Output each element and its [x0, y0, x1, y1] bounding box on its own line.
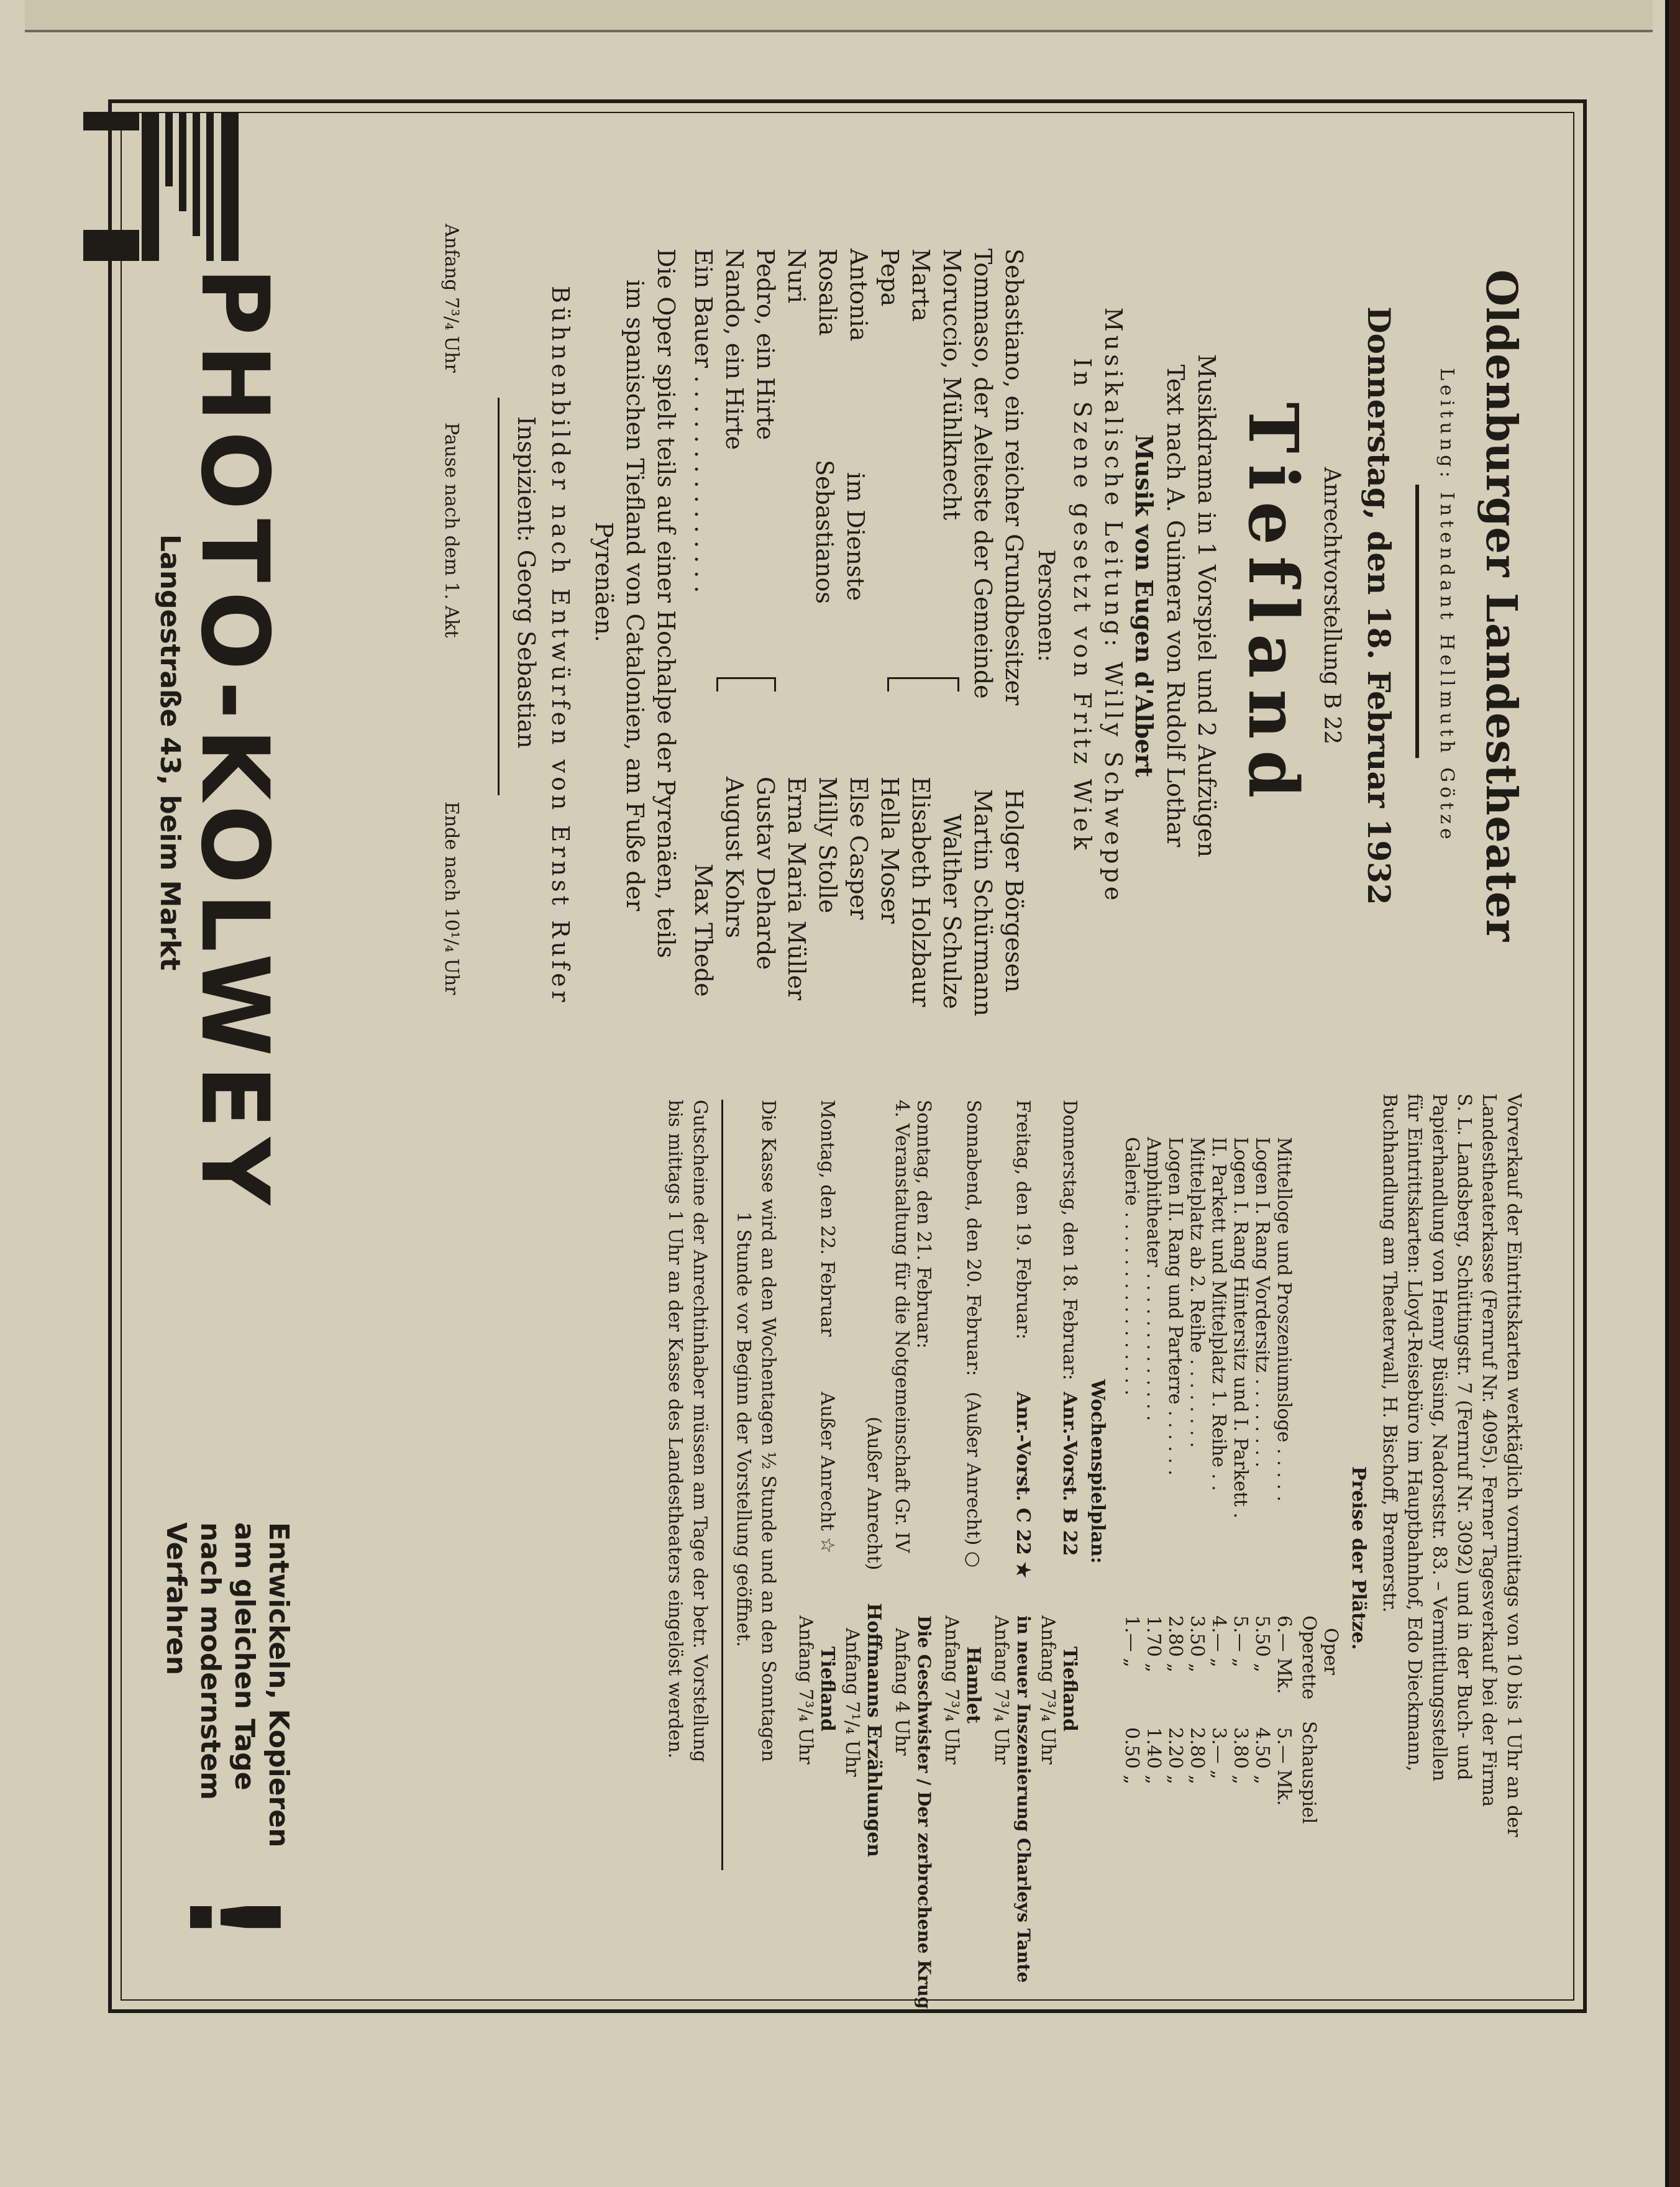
price-col-play: Schauspiel [1298, 1721, 1320, 1824]
setting-line: im spanischen Tiefland von Catalonien, am Fuße der [621, 280, 649, 911]
price-opera: 6.— Mk. [1273, 1615, 1295, 1694]
schedule-time: Anfang 7¹/₄ Uhr [841, 1628, 863, 1777]
box-office-line: Die Kasse wird an den Wochentagen ½ Stunde und an den Sonntagen [757, 1100, 779, 1762]
schedule-play: Tiefland [816, 1646, 838, 1732]
cast-brace-shepherds [716, 677, 776, 692]
schedule-day: Sonntag, den 21. Februar: [913, 1100, 934, 1349]
box-office-line: 1 Stunde vor Beginn der Vorstellung geöffnet. [733, 1212, 754, 1647]
price-play: 3.— „ [1208, 1727, 1230, 1779]
cast-note-2: Sebastianos [811, 460, 838, 604]
price-place: Mittelplatz ab 2. Reihe . . . . . . . . [1186, 1137, 1208, 1448]
price-play: 2.20 „ [1164, 1727, 1186, 1784]
price-col-opera: Oper [1320, 1628, 1341, 1675]
intermission-note: Pause nach dem 1. Akt [441, 422, 462, 638]
price-place: Mittelloge und Proszeniumsloge . . . . . [1273, 1137, 1295, 1502]
cast-actor: Hella Moser [876, 777, 903, 924]
price-place: Logen I. Rang Vordersitz . . . . . . . . [1251, 1137, 1273, 1468]
cast-actor: Walther Schulze [938, 814, 966, 1009]
conductor-line: Musikalische Leitung: Willy Schweppe [1100, 307, 1127, 905]
voucher-line: bis mittags 1 Uhr an der Kasse des Landestheaters eingelöst werden. [664, 1100, 686, 1759]
price-opera: 5.50 „ [1251, 1615, 1273, 1673]
price-play: 5.— Mk. [1273, 1727, 1295, 1806]
schedule-day: Montag, den 22. Februar [816, 1100, 838, 1337]
cast-role: Antonia [845, 249, 872, 342]
stage-design-credit: Bühnenbilder nach Entwürfen von Ernst Rufer [547, 286, 574, 1006]
schedule-info: Anr.-Vorst. C 22 ★ [1012, 1392, 1034, 1579]
presale-line: S. L. Landsberg, Schüttingstr. 7 (Fernruf Nr. 3092) und in der Buch- und [1453, 1094, 1475, 1781]
presale-line: für Eintrittskarten: Lloyd-Reisebüro im Hauptbahnhof, Edo Dieckmann, [1404, 1094, 1425, 1772]
footer-rule [498, 398, 500, 795]
advertiser-name: PHOTO-KOLWEY [180, 267, 288, 1214]
ad-tagline: Entwickeln, Kopieren [263, 1522, 294, 1848]
stage-manager-credit: Inspizient: Georg Sebastian [513, 416, 540, 749]
cast-role: Rosalia [814, 249, 841, 336]
presale-line: Landestheaterkasse (Fernruf Nr. 4095). Ferner Tagesverkauf bei der Firma [1478, 1094, 1500, 1807]
ad-tagline: am gleichen Tage [229, 1522, 260, 1791]
cast-role: Pepa [876, 249, 903, 307]
presale-line: Buchhandlung am Theaterwall, H. Bischoff, Bremerstr. [1379, 1094, 1400, 1613]
schedule-day: Freitag, den 19. Februar: [1012, 1100, 1034, 1340]
cast-note-1: im Dienste [842, 472, 869, 601]
schedule-heading: Wochenspielplan: [1087, 1379, 1108, 1564]
price-place: Logen II. Rang und Parterre . . . . . . [1164, 1137, 1186, 1476]
cast-actor: Martin Schürmann [969, 789, 997, 1016]
cast-role: Tommaso, der Aelteste der Gemeinde [969, 249, 997, 699]
ad-tagline: nach modernstem [194, 1522, 226, 1801]
schedule-info: (Außer Anrecht) [863, 1417, 885, 1571]
cast-actor: Holger Börgesen [1000, 789, 1028, 993]
price-opera: 2.80 „ [1164, 1615, 1186, 1673]
start-time: Anfang 7³/₄ Uhr [441, 224, 462, 373]
cast-actor: August Kohrs [721, 777, 748, 938]
ad-exclamation: ! [160, 1889, 305, 1946]
schedule-time: Anfang 7³/₄ Uhr [990, 1615, 1012, 1765]
cast-role: Sebastiano, ein reicher Grundbesitzer [1000, 249, 1028, 706]
libretto-line: Text nach A. Guimera von Rudolf Lothar [1162, 364, 1189, 847]
cast-actor: Elisabeth Holzbaur [907, 777, 934, 1007]
schedule-play: Hoffmanns Erzählungen [863, 1603, 885, 1857]
price-play: 3.80 „ [1230, 1727, 1251, 1784]
theater-name: Oldenburger Landestheater [1476, 269, 1526, 943]
price-play: 2.80 „ [1186, 1727, 1208, 1784]
photo-kolwey-logo [75, 112, 239, 261]
schedule-info: Anr.-Vorst. B 22 [1059, 1392, 1080, 1556]
cast-role: Nuri [783, 249, 810, 304]
price-play: 0.50 „ [1121, 1727, 1143, 1784]
performance-date: Donnerstag, den 18. Februar 1932 [1361, 306, 1397, 905]
cast-actor: Else Casper [845, 777, 872, 920]
price-opera: 5.— „ [1230, 1615, 1251, 1668]
schedule-time: Anfang 7³/₄ Uhr [941, 1615, 962, 1765]
genre-line: Musikdrama in 1 Vorspiel und 2 Aufzügen [1193, 354, 1220, 857]
price-heading: Preise der Plätze. [1348, 1466, 1369, 1650]
schedule-play: Tiefland [1059, 1646, 1080, 1732]
price-opera: 4.— „ [1208, 1615, 1230, 1668]
price-place: Logen I. Rang Hintersitz und I. Parkett . [1230, 1137, 1251, 1519]
cast-actor: Milly Stolle [814, 777, 841, 913]
price-place: II. Parkett und Mittelplatz 1. Reihe . . [1208, 1137, 1230, 1491]
schedule-day: Sonnabend, den 20. Februar: [962, 1100, 984, 1376]
cast-actor: Max Thede [690, 864, 717, 997]
schedule-info: 4. Veranstaltung für die Notgemeinschaft Gr. IV [891, 1100, 913, 1553]
opera-title: Tiefland [1233, 402, 1313, 810]
cast-actor: Erna Maria Müller [783, 777, 810, 1001]
setting-line: Die Oper spielt teils auf einer Hochalpe der Pyrenäen, teils [652, 249, 680, 959]
price-place: Galerie . . . . . . . . . . . . . . . . [1121, 1137, 1143, 1396]
schedule-play: Hamlet [962, 1646, 984, 1724]
price-opera: 1.70 „ [1143, 1615, 1164, 1673]
cast-brace-servants [887, 677, 959, 692]
cast-role: Moruccio, Mühlknecht [938, 249, 966, 521]
price-play: 4.50 „ [1251, 1727, 1273, 1784]
schedule-day: Donnerstag, den 18. Februar: [1059, 1100, 1080, 1381]
setting-line: Pyrenäen. [590, 522, 618, 642]
schedule-time: Anfang 7³/₄ Uhr [795, 1615, 816, 1765]
presale-line: Papierhandlung von Henny Büsing, Nadorststr. 83. – Vermittlungsstellen [1428, 1094, 1450, 1782]
cast-actor: Gustav Deharde [752, 777, 779, 970]
presale-line: Vorverkauf der Eintrittskarten werktäglich vormittags von 10 bis 1 Uhr an der [1503, 1094, 1525, 1837]
price-col-operetta: Operette [1298, 1615, 1320, 1700]
header-rule [1415, 485, 1419, 758]
schedule-info: Außer Anrecht ☆ [816, 1392, 838, 1554]
director-line: In Szene gesetzt von Fritz Wiek [1069, 358, 1096, 854]
end-time: Ende nach 10¹/₄ Uhr [441, 801, 462, 995]
subscription-label: Anrechtvorstellung B 22 [1319, 467, 1344, 745]
voucher-line: Gutscheine der Anrechtinhaber müssen am Tage der betr. Vorstellung [689, 1100, 711, 1763]
schedule-time: Anfang 4 Uhr [891, 1628, 913, 1756]
ad-tagline: Verfahren [160, 1522, 192, 1676]
composer-line: Musik von Eugen d'Albert [1130, 434, 1158, 777]
cast-role: Ein Bauer . . . . . . . . . . . . . . . [690, 249, 717, 593]
persons-heading: Personen: [1033, 549, 1059, 662]
schedule-play: Die Geschwister / Der zerbrochene Krug [914, 1615, 934, 2009]
price-opera: 1.— „ [1121, 1615, 1143, 1668]
schedule-time: Anfang 7³/₄ Uhr [1037, 1615, 1059, 1765]
advertiser-address: Langestraße 43, beim Markt [154, 534, 186, 971]
cast-role: Nando, ein Hirte [721, 249, 748, 450]
cast-role: Marta [907, 249, 934, 322]
price-place: Amphitheater . . . . . . . . . . . . . [1143, 1137, 1164, 1422]
schedule-info: (Außer Anrecht) ○ [962, 1392, 984, 1568]
voucher-rule [721, 1100, 723, 1870]
cast-role: Pedro, ein Hirte [752, 249, 779, 441]
schedule-play: in neuer Inszenierung Charleys Tante [1013, 1615, 1034, 1983]
management-line: Leitung: Intendant Hellmuth Götze [1436, 368, 1458, 844]
price-opera: 3.50 „ [1186, 1615, 1208, 1673]
price-play: 1.40 „ [1143, 1727, 1164, 1784]
